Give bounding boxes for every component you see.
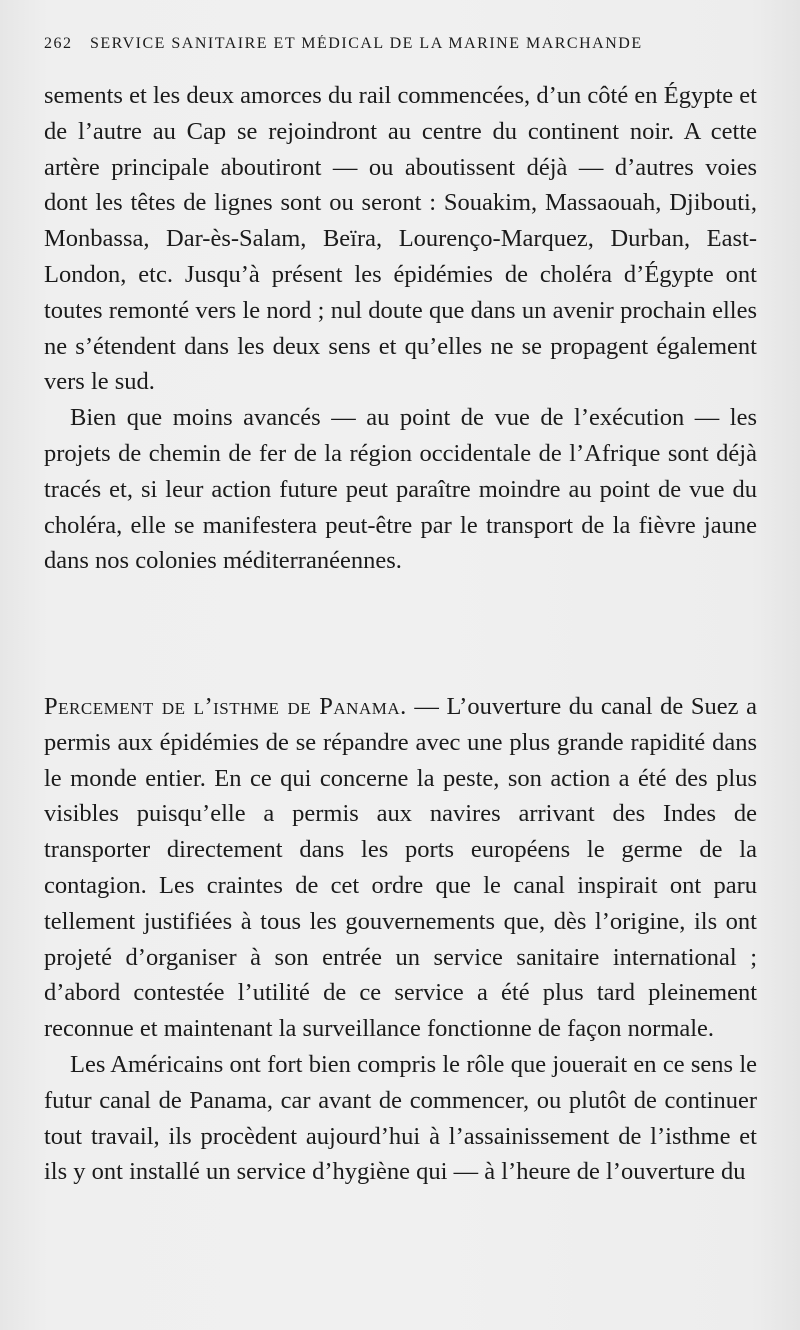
body-text-top [44,78,757,579]
paragraph-americans: Les Américains ont fort bien compris le rôle que jouerait en ce sens le futur canal de Panama, car avant de commencer, ou plutôt de continuer tout travail, ils procèdent aujourd’hui à l’assainissement de l’isthme et ils y ont installé un service d’hygiène qui — à l’heure de l’ouverture du [44,1050,757,1186]
running-header [44,35,759,61]
paragraph-continuation: sements et les deux amorces du rail commencées, d’un côté en Égypte et de l’autre au Cap se rejoindront au centre du continent noir. A cette artère principale aboutiront — ou aboutissent déjà — d’autres voies dont les têtes de lignes sont ou seront : Souakim, Massaouah, Djibouti, Monbassa, Dar-ès-Salam, Beïra, Lourenço-Marquez, Durban, East-London, etc. Jusqu’à présent les épidémies de choléra d’Égypte ont toutes remonté vers le nord ; nul doute que dans un avenir prochain elles ne s’étendent dans les deux sens et qu’elles ne se propagent également vers le sud. [44,82,757,396]
running-title: SERVICE SANITAIRE ET MÉDICAL DE LA MARINE MARCHANDE [90,35,643,52]
paragraph-west-africa: Bien que moins avancés — au point de vue de l’exécution — les projets de chemin de fer de la région occidentale de l’Afrique sont déjà tracés et, si leur action future peut paraître moindre au point de vue du choléra, elle se manifestera peut-être par le transport de la fièvre jaune dans nos colonies méditerranéennes. [44,404,757,575]
page-number: 262 [44,35,73,52]
paragraph-panama-intro [44,689,757,1047]
section-panama [44,689,757,1190]
section-heading: Percement de l’isthme de Panama. [44,693,407,720]
paragraph-panama-text: — L’ouverture du canal de Suez a permis aux épidémies de se répandre avec une plus grande rapidité dans le monde entier. En ce qui concerne la peste, son action a été des plus visibles puisqu’elle a permis aux navires arrivant des Indes de transporter directement dans les ports européens le germe de la contagion. Les craintes de cet ordre que le canal inspirait ont paru tellement justifiées à tous les gouvernements que, dès l’origine, ils ont projeté d’organiser à son entrée un service sanitaire international ; d’abord contestée l’utilité de ce service a été plus tard pleinement reconnue et maintenant la surveillance fonctionne de façon normale. [44,693,757,1043]
